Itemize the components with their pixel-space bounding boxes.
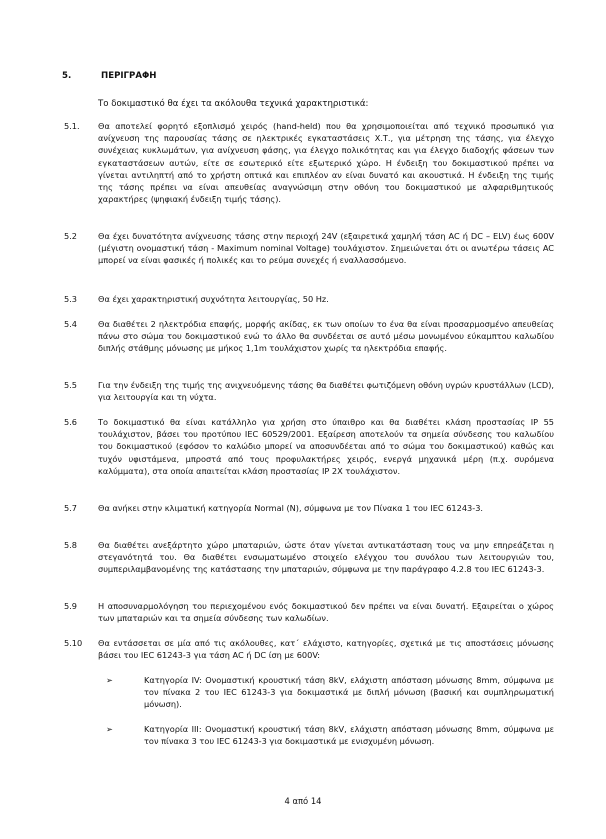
item-number: 5.1.	[64, 121, 80, 131]
item-number: 5.5	[64, 380, 78, 390]
item-text: Θα έχει χαρακτηριστική συχνότητα λειτουργίας, 50 Hz.	[98, 294, 329, 304]
section-number: 5.	[62, 71, 72, 81]
section-heading	[62, 71, 156, 81]
item-text: Η αποσυναρμολόγηση του περιεχομένου ενός δοκιμαστικού δεν πρέπει να είναι δυνατή. Εξαιρείται ο χώρος των μπαταριών και τα σημεία σύνδεσης των καλωδίων.	[98, 601, 554, 624]
arrow-bullet-icon: ➢	[106, 675, 113, 685]
item-text: Για την ένδειξη της τιμής της ανιχνευόμενης τάσης θα διαθέτει φωτιζόμενη οθόνη υγρών κρυστάλλων (LCD), για λειτουργία και τη νύχτα.	[98, 380, 554, 403]
spec-item-5-2	[64, 230, 554, 267]
spec-item-5-3	[64, 293, 554, 305]
bullet-text: Κατηγορία III: Ονομαστική κρουστική τάση 8kV, ελάχιστη απόσταση μόνωσης 8mm, σύμφωνα με τον πίνακα 3 του IEC 61243-3 για δοκιμαστικά με ενισχυμένη μόνωση.	[144, 724, 554, 747]
item-number: 5.7	[64, 503, 78, 513]
section-title: ΠΕΡΙΓΡΑΦΗ	[101, 71, 157, 81]
spec-item-5-9	[64, 600, 554, 624]
item-text: Θα αποτελεί φορητό εξοπλισμό χειρός (hand-held) που θα χρησιμοποιείται από τεχνικό προσωπικό για ανίχνευση της παρουσίας τάσης σε ηλεκτρικές εγκαταστάσεις Χ.Τ., για μέτρηση της τάσης, για έλεγχο συνέχειας κυκλωμάτων, για ανίχνευση φάσης, για έλεγχο πολικότητας και για έλεγχο διαδοχής φάσεων των εγκαταστάσεων αυτών, είτε σε εσωτερικό είτε εξωτερικό χώρο. Η ένδειξη του δοκιμαστικού πρέπει να γίνεται αντιληπτή από το χρήστη οπτικά και επιπλέον αν είναι δυνατό και ακουστικά. Η ένδειξη της τιμής της τάσης πρέπει να είναι απευθείας αναγνώσιμη στην οθόνη του δοκιμαστικού με αλφαριθμητικούς χαρακτήρες (ψηφιακή ένδειξη τιμής τάσης).	[98, 121, 554, 205]
item-text: Θα διαθέτει ανεξάρτητο χώρο μπαταριών, ώστε όταν γίνεται αντικατάσταση τους να μην επηρεάζεται η στεγανότητά του. Θα διαθέτει ενσωματωμένο στοιχείο ελέγχου του συνόλου των λειτουργιών του, συμπεριλαμβανομένης της κατάστασης την μπαταριών, σύμφωνα με την παράγραφο 4.2.8 του IEC 61243-3.	[98, 540, 554, 575]
category-bullet-iii	[106, 723, 554, 747]
spec-item-5-8	[64, 539, 554, 576]
page-number: 4 από 14	[284, 796, 322, 806]
spec-item-5-1	[64, 120, 554, 205]
item-number: 5.2	[64, 231, 78, 241]
bullet-text: Κατηγορία IV: Ονομαστική κρουστική τάση 8kV, ελάχιστη απόσταση μόνωσης 8mm, σύμφωνα με τον πίνακα 2 του IEC 61243-3 για δοκιμαστικά με διπλή μόνωση (βασική και συμπληρωματική μόνωση).	[144, 675, 554, 710]
item-number: 5.9	[64, 601, 78, 611]
category-bullet-iv	[106, 674, 554, 711]
section-intro: Το δοκιμαστικό θα έχει τα ακόλουθα τεχνικά χαρακτηριστικά:	[98, 99, 369, 109]
arrow-bullet-icon: ➢	[106, 724, 113, 734]
item-number: 5.6	[64, 417, 78, 427]
item-text: Θα έχει δυνατότητα ανίχνευσης τάσης στην περιοχή 24V (εξαιρετικά χαμηλή τάση AC ή DC – ELV) έως 600V (μέγιστη ονομαστική τάση - Maximum nominal Voltage) τουλάχιστον. Σημειώνεται ότι οι ανωτέρω τάσεις AC μπορεί να είναι φασικές ή πολικές και το ρεύμα συνεχές ή εναλλασσόμενο.	[98, 231, 554, 266]
item-number: 5.8	[64, 540, 78, 550]
item-text: Θα διαθέτει 2 ηλεκτρόδια επαφής, μορφής ακίδας, εκ των οποίων το ένα θα είναι προσαρμοσμένο απευθείας πάνω στο σώμα του δοκιμαστικού ενώ το άλλο θα συνδέεται σε αυτό μέσω μονωμένου εύκαμπτου καλωδίου διπλής στάθμης μόνωσης με μήκος 1,1m τουλάχιστον χωρίς τα ηλεκτρόδια επαφής.	[98, 319, 554, 354]
spec-item-5-5	[64, 379, 554, 403]
item-number: 5.3	[64, 294, 78, 304]
spec-item-5-7	[64, 502, 554, 514]
spec-item-5-6	[64, 416, 554, 477]
item-number: 5.10	[64, 638, 83, 648]
item-number: 5.4	[64, 319, 78, 329]
item-text: Θα ανήκει στην κλιματική κατηγορία Normal (N), σύμφωνα με τον Πίνακα 1 του IEC 61243-3.	[98, 503, 484, 513]
item-text: Το δοκιμαστικό θα είναι κατάλληλο για χρήση στο ύπαιθρο και θα διαθέτει κλάση προστασίας IP 55 τουλάχιστον, βάσει του προτύπου IEC 60529/2001. Εξαίρεση αποτελούν τα σημεία σύνδεσης του καλωδίου του δοκιμαστικού (εφόσον το καλώδιο μπορεί να αποσυνδέεται από το σώμα του δοκιμαστικού) καθώς και τυχόν υφιστάμενα, μπροστά από τους προφυλακτήρες χειρός, ενεργά μηχανικά μέρη (π.χ. συρόμενα καλύμματα), στα οποία απαιτείται κλάση προστασίας IP 2X τουλάχιστον.	[98, 417, 554, 476]
item-text: Θα εντάσσεται σε μία από τις ακόλουθες, κατ΄ ελάχιστο, κατηγορίες, σχετικά με τις αποστάσεις μόνωσης βάσει του IEC 61243-3 για τάση AC ή DC ίση με 600V:	[98, 638, 554, 661]
spec-item-5-10	[64, 637, 554, 661]
spec-item-5-4	[64, 318, 554, 355]
